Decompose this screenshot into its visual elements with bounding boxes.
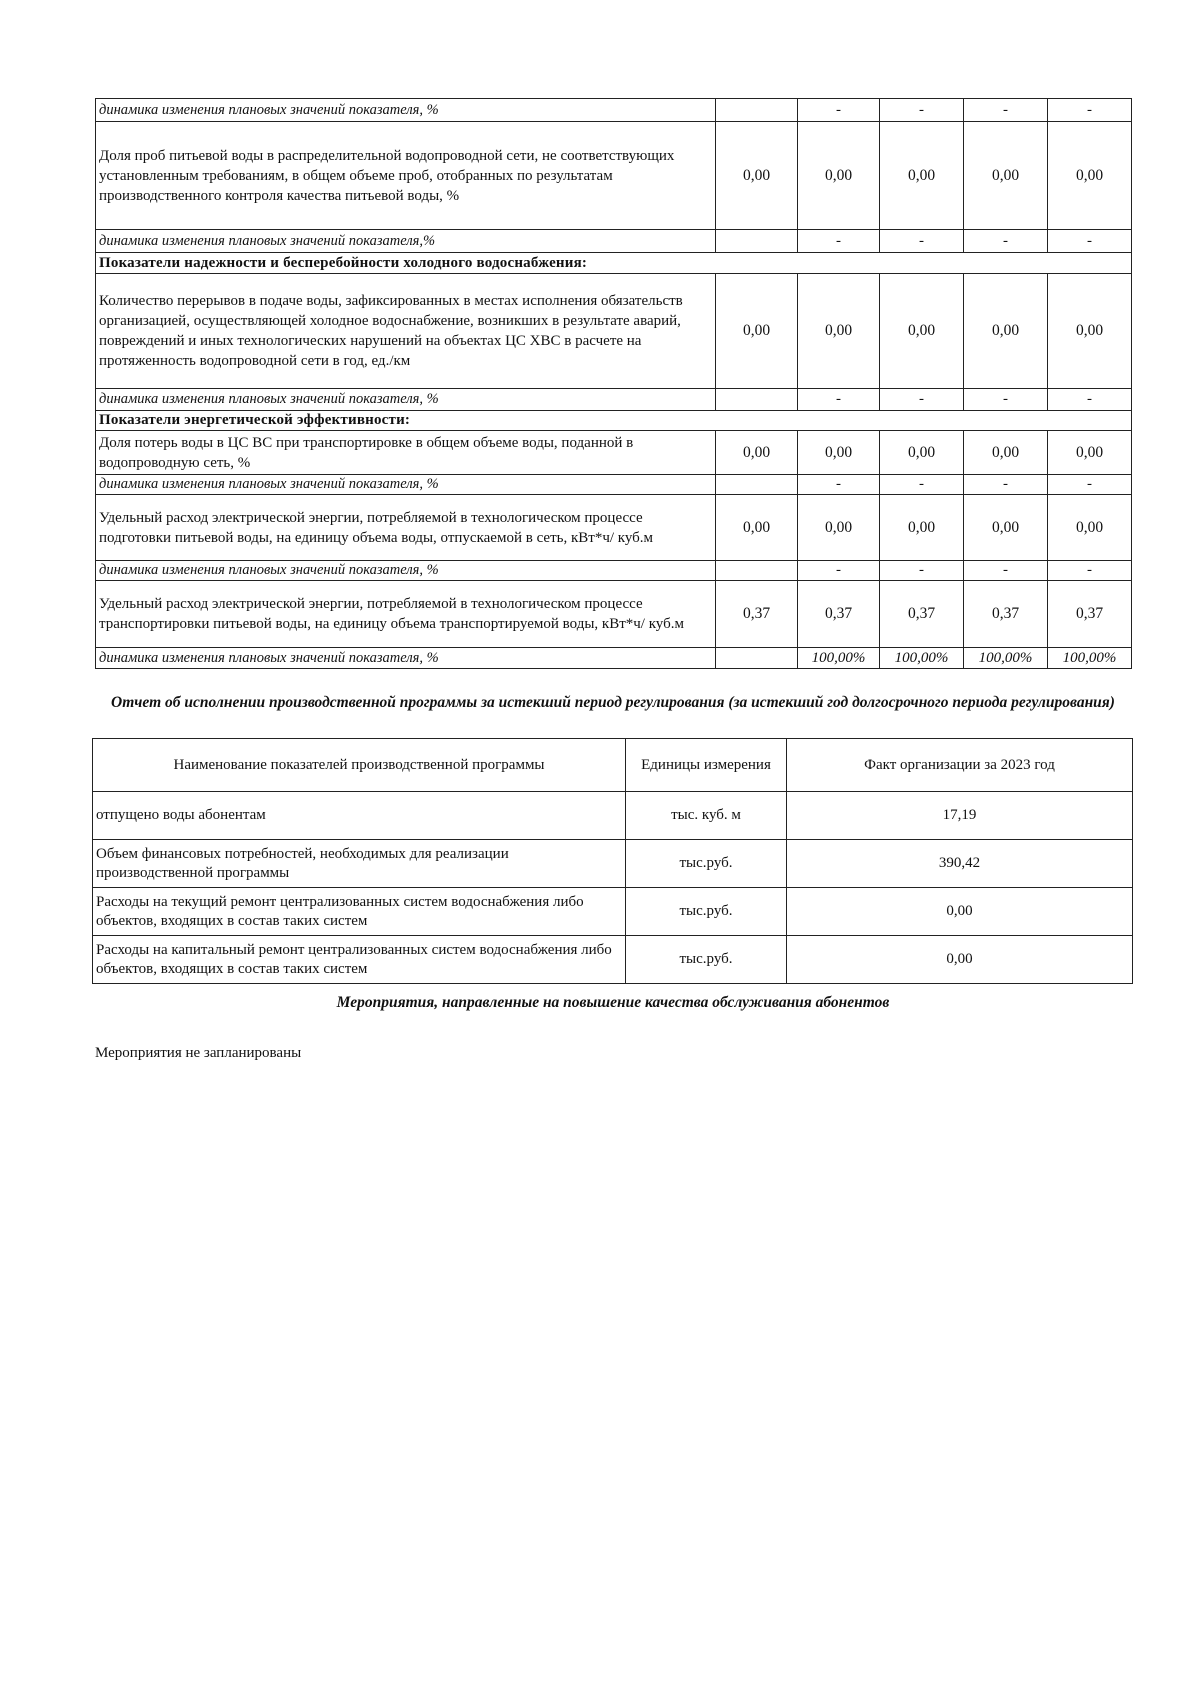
value-cell: 0,00 [880, 495, 964, 561]
section-heading: Показатели энергетической эффективности: [96, 411, 1132, 431]
table-header-row [93, 739, 1133, 792]
value-cell [716, 561, 798, 581]
table-row [96, 495, 1132, 561]
table-row [96, 581, 1132, 648]
measures-title: Мероприятия, направленные на повышение качества обслуживания абонентов [336, 994, 890, 1011]
table-row [93, 792, 1133, 840]
value-cell [716, 389, 798, 411]
row-label: динамика изменения плановых значений показателя, % [96, 475, 716, 495]
table-row [93, 936, 1133, 984]
value-cell: 0,00 [964, 122, 1048, 230]
table-row [96, 389, 1132, 411]
value-cell: 0,00 [1048, 431, 1132, 475]
value-cell: 0,00 [964, 495, 1048, 561]
table-row [96, 475, 1132, 495]
value-cell: - [964, 475, 1048, 495]
value-cell: - [798, 389, 880, 411]
value-cell: 100,00% [798, 648, 880, 669]
indicator-name: отпущено воды абонентам [93, 792, 626, 840]
value-cell: 0,00 [880, 122, 964, 230]
value-cell [716, 475, 798, 495]
row-label: Доля проб питьевой воды в распределительной водопроводной сети, не соответствующих установленным требованиям, в общем объеме проб, отобранных по результатам производственного контроля качества питьевой воды, % [96, 122, 716, 230]
value-cell: 0,00 [798, 495, 880, 561]
value-cell: 0,00 [716, 431, 798, 475]
table-row [96, 122, 1132, 230]
value-cell: - [880, 230, 964, 253]
value-cell: 0,00 [964, 274, 1048, 389]
value-cell: 0,00 [716, 274, 798, 389]
value-cell: 0,00 [716, 122, 798, 230]
table-row [96, 230, 1132, 253]
value-cell: 0,00 [880, 431, 964, 475]
section-row [96, 253, 1132, 274]
row-label: Доля потерь воды в ЦС ВС при транспортировке в общем объеме воды, поданной в водопроводную сеть, % [96, 431, 716, 475]
row-label: динамика изменения плановых значений показателя, % [96, 648, 716, 669]
table-row [96, 274, 1132, 389]
value-cell: 0,00 [798, 431, 880, 475]
value-cell: - [1048, 475, 1132, 495]
value-cell: - [880, 475, 964, 495]
value-cell: - [1048, 561, 1132, 581]
value-cell: 0,37 [880, 581, 964, 648]
row-label: Удельный расход электрической энергии, потребляемой в технологическом процессе транспортировки питьевой воды, на единицу объема транспортируемой воды, кВт*ч/ куб.м [96, 581, 716, 648]
table-row [96, 99, 1132, 122]
unit-cell: тыс.руб. [626, 888, 787, 936]
fact-value: 390,42 [787, 840, 1133, 888]
fact-value: 0,00 [787, 888, 1133, 936]
value-cell: 0,37 [716, 581, 798, 648]
value-cell: - [1048, 230, 1132, 253]
value-cell: - [964, 99, 1048, 122]
value-cell: - [798, 475, 880, 495]
value-cell: - [964, 230, 1048, 253]
indicator-name: Объем финансовых потребностей, необходимых для реализации производственной программы [93, 840, 626, 888]
indicators-table [95, 98, 1132, 669]
indicator-name: Расходы на текущий ремонт централизованных систем водоснабжения либо объектов, входящих в состав таких систем [93, 888, 626, 936]
value-cell [716, 648, 798, 669]
value-cell: 100,00% [1048, 648, 1132, 669]
value-cell: - [964, 389, 1048, 411]
value-cell: 0,00 [880, 274, 964, 389]
fact-value: 0,00 [787, 936, 1133, 984]
value-cell: 0,37 [1048, 581, 1132, 648]
indicator-name: Расходы на капитальный ремонт централизованных систем водоснабжения либо объектов, входящих в состав таких систем [93, 936, 626, 984]
row-label: Удельный расход электрической энергии, потребляемой в технологическом процессе подготовки питьевой воды, на единицу объема воды, отпускаемой в сеть, кВт*ч/ куб.м [96, 495, 716, 561]
unit-cell: тыс.руб. [626, 840, 787, 888]
value-cell: - [880, 99, 964, 122]
value-cell: 0,00 [798, 274, 880, 389]
value-cell [716, 230, 798, 253]
unit-cell: тыс.руб. [626, 936, 787, 984]
program-report-table [92, 738, 1133, 984]
value-cell: - [798, 230, 880, 253]
row-label: динамика изменения плановых значений показателя,% [96, 230, 716, 253]
table-row [96, 648, 1132, 669]
value-cell: 0,00 [1048, 274, 1132, 389]
value-cell: 0,00 [1048, 495, 1132, 561]
measures-text: Мероприятия не запланированы [95, 1045, 302, 1061]
table-row [93, 840, 1133, 888]
value-cell: - [798, 561, 880, 581]
row-label: динамика изменения плановых значений показателя, % [96, 99, 716, 122]
value-cell: - [964, 561, 1048, 581]
value-cell: - [1048, 99, 1132, 122]
value-cell: 100,00% [964, 648, 1048, 669]
unit-cell: тыс. куб. м [626, 792, 787, 840]
table-row [93, 888, 1133, 936]
value-cell: 0,00 [964, 431, 1048, 475]
value-cell: 0,00 [716, 495, 798, 561]
row-label: динамика изменения плановых значений показателя, % [96, 389, 716, 411]
section-heading: Показатели надежности и бесперебойности холодного водоснабжения: [96, 253, 1132, 274]
row-label: динамика изменения плановых значений показателя, % [96, 561, 716, 581]
value-cell: 0,37 [798, 581, 880, 648]
value-cell: 100,00% [880, 648, 964, 669]
value-cell: - [880, 389, 964, 411]
value-cell: 0,00 [1048, 122, 1132, 230]
fact-value: 17,19 [787, 792, 1133, 840]
table-row [96, 561, 1132, 581]
value-cell: - [798, 99, 880, 122]
value-cell: 0,37 [964, 581, 1048, 648]
table-row [96, 431, 1132, 475]
section-row [96, 411, 1132, 431]
column-header: Наименование показателей производственной программы [93, 739, 626, 792]
value-cell: - [1048, 389, 1132, 411]
column-header: Факт организации за 2023 год [787, 739, 1133, 792]
value-cell: - [880, 561, 964, 581]
column-header: Единицы измерения [626, 739, 787, 792]
report-title: Отчет об исполнении производственной программы за истекший период регулирования (за истекший год долгосрочного периода регулирования) [111, 694, 1115, 711]
row-label: Количество перерывов в подаче воды, зафиксированных в местах исполнения обязательств организацией, осуществляющей холодное водоснабжение, возникших в результате аварий, повреждений и иных технологических нарушений на объектах ЦС ХВС в расчете на протяженность водопроводной сети в год, ед./км [96, 274, 716, 389]
value-cell [716, 99, 798, 122]
value-cell: 0,00 [798, 122, 880, 230]
